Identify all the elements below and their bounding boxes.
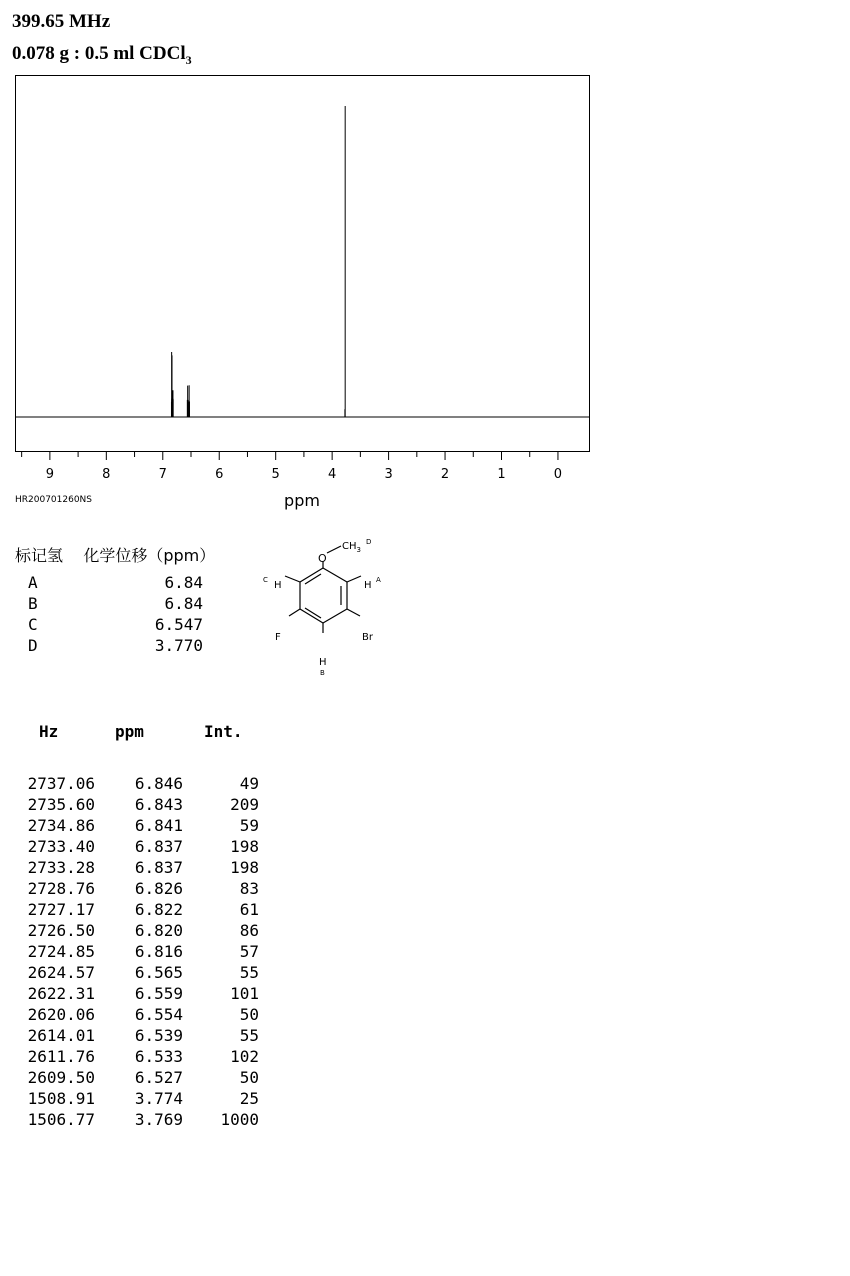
peak-ppm: 6.837 — [134, 837, 183, 856]
nmr-spectrum-chart — [0, 0, 600, 515]
peak-ppm: 6.539 — [134, 1026, 183, 1045]
peak-hz: 2726.50 — [27, 921, 95, 940]
molecule-structure — [255, 530, 405, 680]
peak-ppm: 6.565 — [134, 963, 183, 982]
peak-int: 50 — [239, 1005, 259, 1024]
header-shift: 化学位移（ppm） — [83, 546, 216, 565]
x-tick-label: 4 — [327, 467, 337, 482]
sample-text: 0.078 g : 0.5 ml CDCl — [12, 43, 186, 64]
assignment-table — [15, 543, 215, 657]
label-a: A — [376, 576, 381, 584]
peak-int: 57 — [239, 942, 259, 961]
peak-hz: 2735.60 — [27, 795, 95, 814]
assignment-row — [15, 636, 215, 657]
col-hz: Hz — [39, 722, 59, 741]
peak-hz: 2609.50 — [27, 1068, 95, 1087]
peak-ppm: 6.837 — [134, 858, 183, 877]
x-tick-label: 3 — [384, 467, 393, 482]
assignment-header — [15, 543, 215, 573]
peak-int: 1000 — [220, 1110, 259, 1129]
peak-ppm: 6.846 — [134, 774, 183, 793]
peak-int: 198 — [230, 858, 259, 877]
peak-int: 59 — [239, 816, 259, 835]
atom-h-b: H — [319, 657, 327, 668]
peak-lines — [171, 106, 345, 417]
x-tick-label: 9 — [45, 467, 55, 482]
peak-ppm: 6.822 — [134, 900, 183, 919]
peak-hz: 2727.17 — [27, 900, 95, 919]
peak-hz: 2737.06 — [27, 774, 95, 793]
peak-ppm: 3.774 — [134, 1089, 183, 1108]
peak-ppm: 6.826 — [134, 879, 183, 898]
peak-hz: 1506.77 — [27, 1110, 95, 1129]
peak-hz: 2614.01 — [27, 1026, 95, 1045]
peak-int: 209 — [230, 795, 259, 814]
peak-int: 101 — [230, 984, 259, 1003]
assignment-shift: 6.84 — [164, 573, 203, 592]
peak-int: 198 — [230, 837, 259, 856]
peak-int: 25 — [239, 1089, 259, 1108]
x-tick-label: 1 — [497, 467, 506, 482]
assignment-row — [15, 615, 215, 636]
peak-hz: 2611.76 — [27, 1047, 95, 1066]
label-b: B — [320, 669, 325, 677]
label-c: C — [263, 576, 268, 584]
peak-hz: 2733.28 — [27, 858, 95, 877]
assignment-label: B — [28, 594, 38, 613]
assignment-label: D — [28, 636, 38, 655]
ch-text: CH — [342, 541, 357, 552]
peak-hz: 2620.06 — [27, 1005, 95, 1024]
col-ppm: ppm — [115, 722, 144, 741]
atom-h-c: H — [274, 580, 282, 591]
peak-int: 55 — [239, 1026, 259, 1045]
peak-hz: 2624.57 — [27, 963, 95, 982]
x-tick-label: 6 — [215, 467, 224, 482]
x-tick-label: 8 — [102, 467, 111, 482]
peak-int: 83 — [239, 879, 259, 898]
peak-int: 102 — [230, 1047, 259, 1066]
col-int: Int. — [204, 722, 243, 741]
assignment-label: A — [28, 573, 38, 592]
peak-ppm: 6.559 — [134, 984, 183, 1003]
x-axis-ticks — [22, 452, 562, 482]
atom-h-a: H — [364, 580, 372, 591]
assignment-row — [15, 594, 215, 615]
assignment-shift: 6.84 — [164, 594, 203, 613]
label-d: D — [366, 538, 372, 546]
peak-ppm: 3.769 — [134, 1110, 183, 1129]
peak-int: 50 — [239, 1068, 259, 1087]
peak-ppm: 6.816 — [134, 942, 183, 961]
ch-sub: 3 — [356, 546, 361, 554]
x-tick-label: 2 — [440, 467, 450, 482]
peak-hz: 2724.85 — [27, 942, 95, 961]
sample-subscript: 3 — [185, 52, 192, 67]
header-label: 标记氢 — [15, 546, 64, 565]
assignment-shift: 3.770 — [154, 636, 203, 655]
x-tick-label: 0 — [553, 467, 563, 482]
atom-br: Br — [362, 632, 373, 643]
assignment-row — [15, 573, 215, 594]
peak-ppm: 6.527 — [134, 1068, 183, 1087]
frequency-label: 399.65 MHz — [12, 11, 111, 32]
atom-o: O — [318, 552, 327, 565]
peak-ppm: 6.843 — [134, 795, 183, 814]
assignment-label: C — [28, 615, 38, 634]
atom-f: F — [275, 632, 281, 643]
peak-hz: 1508.91 — [27, 1089, 95, 1108]
peak-int: 86 — [239, 921, 259, 940]
peak-ppm: 6.841 — [134, 816, 183, 835]
peak-hz: 2733.40 — [27, 837, 95, 856]
x-tick-label: 5 — [271, 467, 280, 482]
x-axis-label: ppm — [284, 491, 320, 510]
peak-int: 61 — [239, 900, 259, 919]
peak-ppm: 6.533 — [134, 1047, 183, 1066]
plot-frame — [16, 76, 590, 452]
peak-int: 49 — [239, 774, 259, 793]
spectrum-code: HR200701260NS — [15, 495, 93, 505]
atom-ch3 — [342, 541, 361, 554]
peak-hz: 2734.86 — [27, 816, 95, 835]
peak-int: 55 — [239, 963, 259, 982]
x-tick-label: 7 — [158, 467, 167, 482]
peak-hz: 2728.76 — [27, 879, 95, 898]
peak-ppm: 6.820 — [134, 921, 183, 940]
assignment-shift: 6.547 — [154, 615, 203, 634]
peak-ppm: 6.554 — [134, 1005, 183, 1024]
peak-hz: 2622.31 — [27, 984, 95, 1003]
